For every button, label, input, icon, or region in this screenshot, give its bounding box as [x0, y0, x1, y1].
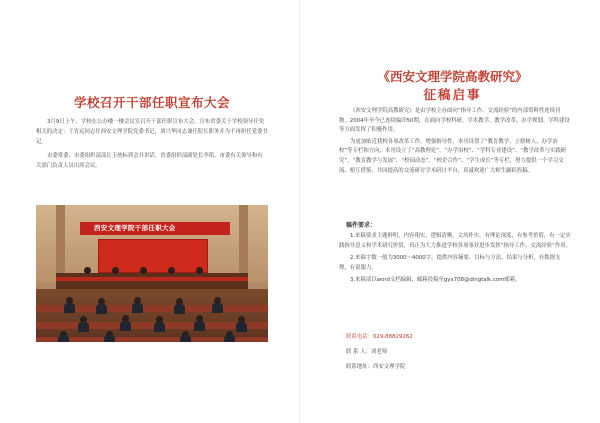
page-fold-divider	[299, 0, 300, 423]
right-article-title: 《西安文理学院高教研究》	[377, 69, 528, 84]
photo-person-body	[58, 335, 69, 342]
submission-requirements	[339, 232, 571, 289]
photo-person	[84, 267, 91, 274]
photo-person-body	[224, 335, 235, 342]
photo-person-body	[120, 321, 131, 331]
contact-address: 联系地址：西安文理学院	[346, 364, 406, 370]
requirement-item-1: 1.来稿要求主题鲜明，内容翔实，逻辑清晰，文风朴实，有理论深度，有参考价值，有一定实践指导意义和学术研究价值，真正为大力推进学校各项事业进步发挥“指导工作、交流经验”作用。	[339, 233, 571, 249]
photo-person	[196, 267, 203, 274]
photo-person-body	[236, 322, 247, 332]
photo-banner: 西安文理学院干部任职大会	[80, 222, 230, 235]
photo-person-body	[78, 322, 89, 332]
photo-person-body	[64, 303, 75, 313]
meeting-photo	[36, 205, 268, 342]
photo-person-body	[104, 335, 115, 342]
requirement-item-2: 2.来稿字数一般为3000～4000字，提供内容摘要、目标与方法、结果与分析，有数据支撑，有说服力。	[339, 255, 561, 271]
left-article-title: 学校召开干部任职宣布大会	[73, 95, 230, 110]
left-article-body	[36, 117, 268, 175]
photo-dais-cloth	[56, 277, 248, 281]
left-paragraph-1: 3月9日上午，学校在公办楼一楼会议室召开干部任职宣布大会，宣布省委关于学校领导任免相关的决定：王宵远同志任西安文理学院党委书记，刘兴华同志兼任院长职务并为不再担任党委书记。	[36, 119, 268, 145]
photo-pillar	[239, 205, 248, 283]
photo-person-body	[174, 304, 185, 314]
photo-person-body	[132, 303, 143, 313]
right-article-subtitle: 征稿启事	[423, 87, 482, 102]
right-paragraph-1: 《西安文理学院高教研究》是由学校主办面向“指导工作、交流经验”的内部资料性连续刊物，2004年至今已连续编印50期，在面向学校科研、学术教学、教学改革、办学规划、学科建设等方面发挥了积极作用。	[339, 108, 570, 134]
photo-person	[140, 267, 147, 274]
submission-requirements-heading: 稿件要求：	[346, 222, 377, 229]
requirement-item-3: 3.来稿请以word文档编辑，邮箱投稿至gyx708@dingtalk.com邮箱。	[350, 277, 521, 284]
contact-phone: 联系电话：029-88829262	[346, 334, 413, 340]
photo-person	[112, 267, 119, 274]
contact-person: 联 系 人：刘老师	[346, 349, 388, 355]
photo-person	[168, 267, 175, 274]
photo-person-body	[96, 304, 107, 314]
photo-seat-row	[36, 322, 268, 329]
photo-person-body	[194, 321, 205, 331]
left-paragraph-2: 市委常委、市委组织部部长王统标到会并讲话，省委组织部副处长李凯、市委有关领导和有关部门负责人员出席会议。	[36, 153, 263, 169]
photo-person-body	[180, 335, 191, 342]
photo-dais	[56, 273, 248, 289]
right-paragraph-2: 为更加贴近我校各项改革工作，增强指导性，本刊设置了“教育教学、立德树人、办学治校”等专栏和方向，本刊设立了“高教理论”、“办学治校”、“学科专业建设”、“教学改革与实践研究”、“教育教学与发展”、“校园动态”、“校企合作”、“学生成长”等专栏，努力提供一个学习交流、相互借鉴、共同提高的交流研讨学术研讨平台，真诚欢迎广大师生踊跃投稿。	[339, 138, 567, 174]
right-article-body	[339, 107, 571, 178]
photo-person-body	[212, 303, 223, 313]
photo-person-body	[154, 322, 165, 332]
photo-pillar	[56, 205, 65, 283]
